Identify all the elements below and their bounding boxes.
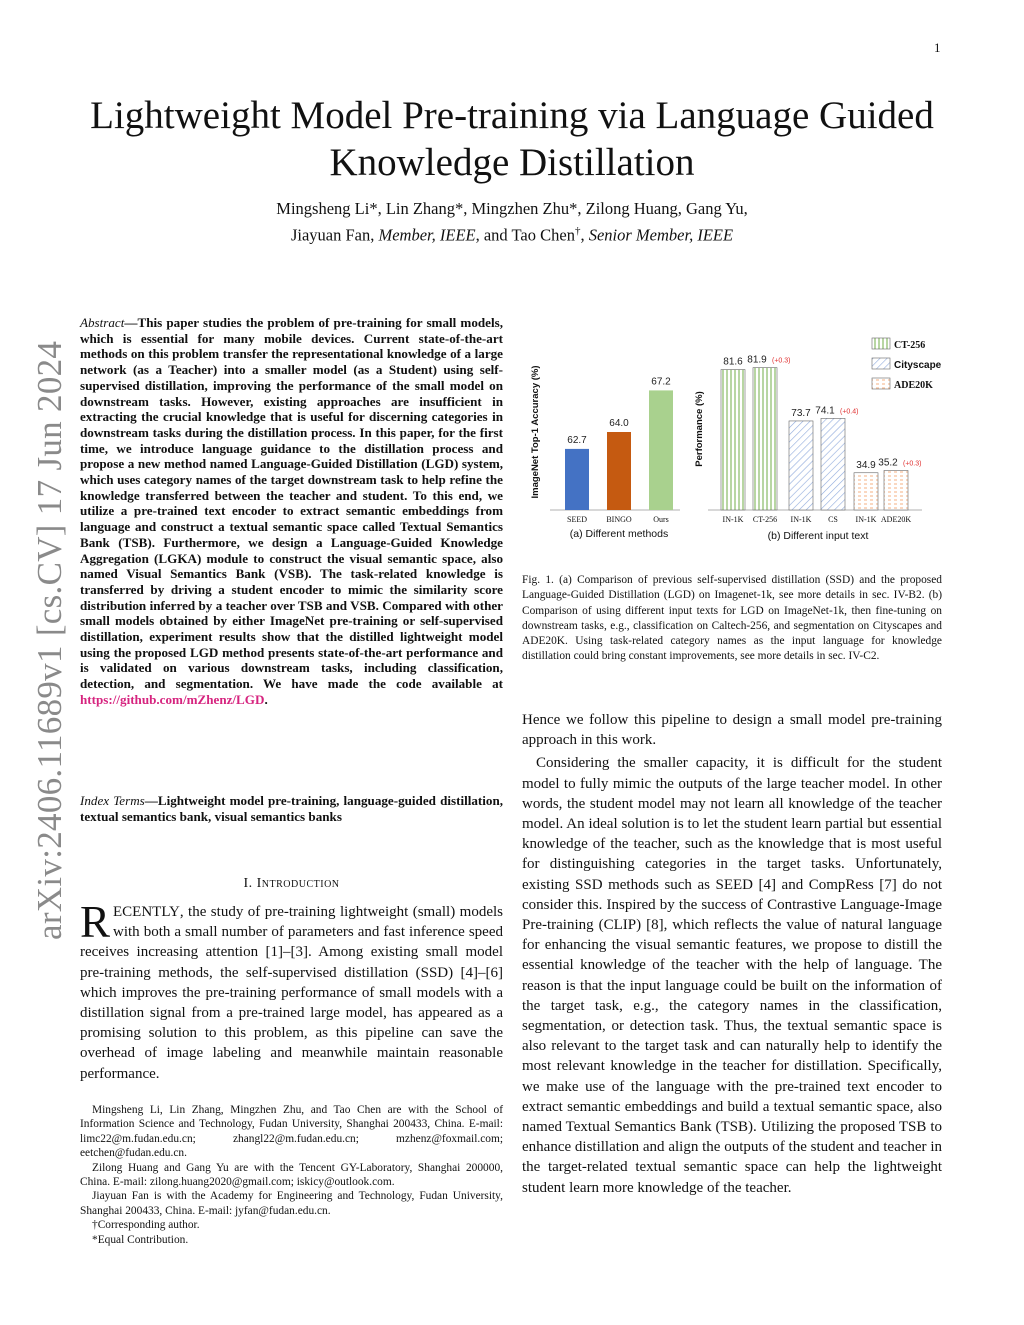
index-terms-text: —Lightweight model pre-training, language-guided distillation, textual semantics bank, visual semantics banks	[80, 793, 504, 824]
footnote: Mingsheng Li, Lin Zhang, Mingzhen Zhu, and Tao Chen are with the School of Information Science and Technology, Fudan University, Shanghai 200433, China. E-mail: limc22@m.fudan.edu.cn; zhangl22@m.fudan.edu.cn; mzhenz@foxmail.com; eetchen@fudan.edu.cn.	[80, 1104, 503, 1160]
legend-swatch	[872, 358, 890, 369]
bar-in-1k	[854, 473, 878, 510]
delta-label: (+0.4)	[840, 408, 859, 416]
footnotes	[80, 1103, 503, 1247]
body-text	[522, 710, 942, 1198]
author-membership: Member, IEEE	[378, 225, 476, 245]
bar-ours	[649, 390, 673, 510]
bar-value-label: 67.2	[651, 376, 671, 388]
chart-a	[530, 365, 680, 540]
x-tick-label: SEED	[567, 515, 587, 524]
footnote: †Corresponding author.	[92, 1219, 200, 1232]
x-axis-title: (b) Different input text	[767, 530, 869, 542]
bar-value-label: 64.0	[609, 418, 629, 429]
x-axis-title: (a) Different methods	[569, 528, 669, 540]
bar-value-label: 73.7	[791, 407, 811, 419]
x-tick-label: IN-1K	[722, 515, 744, 524]
paper-title: Lightweight Model Pre-training via Language Guided Knowledge Distillation	[90, 94, 934, 184]
bar-value-label: 81.6	[723, 356, 743, 368]
x-tick-label: BINGO	[606, 515, 632, 524]
x-tick-label: ADE20K	[880, 515, 912, 524]
x-tick-label: CS	[828, 515, 838, 524]
arxiv-watermark: arXiv:2406.11689v1 [cs.CV] 17 Jun 2024	[30, 340, 69, 940]
footnote: Zilong Huang and Gang Yu are with the Tencent GY-Laboratory, Shanghai 200000, China. E-mail: zilong.huang2020@gmail.com; iskicy@outlook.com.	[80, 1161, 503, 1189]
page-number: 1	[934, 40, 941, 55]
author-text: , and Tao Chen	[475, 225, 575, 245]
index-terms	[80, 793, 503, 824]
y-axis-title: Performance (%)	[694, 391, 705, 467]
abstract-text: —This paper studies the problem of pre-training for small models, which is essential for many mobile devices. Current state-of-the-art methods on this problem transfer the representational knowledge of a large network (as a Teacher) into a smaller model (as a Student) using self-supervised distillation, improving the performance of the small model on downstream tasks. However, existing approaches are insufficient in extracting the crucial knowledge that is useful for discerning categories in downstream tasks during the distillation process. In this paper, for the first time, we introduce language guidance to the distillation process and propose a new method named Language-Guided Distillation (LGD) system, which uses category names of the target downstream task to help refine the knowledge transferred between the teacher and student. To this end, we utilize a pre-trained text encoder to extract semantic embeddings from language and construct a textual semantic space called Textual Semantics Bank (TSB). Furthermore, we design a Language-Guided Knowledge Aggregation (LGKA) module to construct the visual semantic space, also named Visual Semantics Bank (VSB). The task-related knowledge is transferred by driving a student encoder to mimic the similarity score distribution inferred by a teacher over TSB and VSB. Compared with other small models obtained by either ImageNet pre-training or self-supervised distillation, experiment results show that the distilled lightweight model using the proposed LGD method presents state-of-the-art performance and is validated on various downstream tasks, including classification, detection, and segmentation. We have made the code available at	[80, 315, 503, 692]
delta-label: (+0.3)	[903, 460, 922, 468]
section-heading: I. Introduction	[243, 876, 340, 891]
x-tick-label: CT-256	[752, 515, 778, 524]
intro-caps: ECENTLY	[113, 904, 180, 920]
x-tick-label: IN-1K	[855, 515, 877, 524]
code-link[interactable]: https://github.com/mZhenz/LGD	[80, 691, 265, 707]
legend-label: ADE20K	[894, 380, 933, 391]
figure-1	[522, 334, 962, 544]
bar-ct-256	[753, 368, 777, 510]
author-list	[60, 198, 964, 247]
bar-seed	[565, 449, 589, 510]
abstract-label: Abstract	[80, 315, 125, 330]
x-tick-label: Ours	[653, 515, 669, 524]
footnote: *Equal Contribution.	[92, 1233, 189, 1246]
bar-bingo	[607, 432, 631, 510]
x-tick-label: IN-1K	[790, 515, 812, 524]
abstract-end: .	[264, 691, 268, 707]
legend-label: Cityscape	[894, 360, 942, 371]
figure-caption: Fig. 1. (a) Comparison of previous self-supervised distillation (SSD) and the proposed Language-Guided Distillation (LGD) on Imagenet-1k, see more details in sec. IV-B2. (b) Comparison of using different input texts for LGD on ImageNet-1k, then fine-tuning on downstream tasks, e.g., classification on Caltech-256, and segmentation on Cityscapes and ADE20K. Using task-related category names as the input language for knowledge distillation could bring constant improvements, see more details in sec. IV-C2.	[522, 574, 942, 663]
body-paragraph: Considering the smaller capacity, it is difficult for the student model to fully mimic the outputs of the large teacher model. In other words, the student model may not learn all knowledge of the teacher model. An ideal solution is to let the student learn partial but essential knowledge of the teacher, such as the knowledge that is most useful for distinguishing categories in the target tasks. Unfortunately, existing SSD methods such as SEED [4] and CompRess [7] do not consider this. Inspired by the success of Contrastive Language-Image Pre-training (CLIP) [8], which reflects the value of natural language for enhancing the visual semantic features, we propose to distill the essential knowledge of the teacher with the help of language. The reason is that the input language could be built on the information of the target task, e.g., the category names in the classification, segmentation, or detection task. Thus, the textual semantic space is also relevant to the target task and can naturally help to identify the most relevant knowledge in the teacher for distillation. Specifically, we make use of the language with the pre-trained text encoder to extract semantic embeddings and build a textual semantic space, also named Textual Semantics Bank (TSB). Utilizing the proposed TSB to enhance distillation and align the outputs of the student and teacher in the target-related textual semantic space can help the lightweight student learn more knowledge of the teacher.	[522, 755, 942, 1196]
author-text: Jiayuan Fan,	[290, 225, 379, 245]
body-paragraph: Hence we follow this pipeline to design a small model pre-training approach in this work.	[522, 712, 942, 749]
author-membership: Senior Member, IEEE	[588, 225, 734, 245]
bar-value-label: 81.9	[747, 354, 767, 366]
bar-value-label: 35.2	[878, 457, 898, 469]
intro-text: , the study of pre-training lightweight (small) models with both a small number of parameters and fast inference speed receives increasing attention [1]–[3]. Among existing small model pre-training methods, the self-supervised distillation (SSD) [4]–[6] which improves the pre-training performance of small models with a distillation signal from a pre-trained large model, has appeared as a promising solution to this problem, as this pipeline can save the overhead of image labeling and meanwhile maintain reasonable performance.	[80, 904, 503, 1082]
y-axis-title: ImageNet Top-1 Accuracy (%)	[530, 365, 541, 499]
bar-in-1k	[721, 370, 745, 510]
bar-value-label: 34.9	[856, 459, 876, 471]
delta-label: (+0.3)	[772, 357, 791, 365]
chart-b	[694, 338, 942, 542]
abstract	[80, 315, 503, 708]
author-text: ,	[580, 225, 589, 245]
bar-in-1k	[789, 421, 813, 510]
bar-cs	[821, 418, 845, 510]
index-terms-label: Index Terms	[80, 793, 145, 808]
bar-value-label: 74.1	[815, 405, 835, 417]
legend-swatch	[872, 378, 890, 389]
legend-label: CT-256	[894, 340, 926, 351]
author-line-2	[60, 220, 964, 247]
bar-value-label: 62.7	[567, 434, 587, 446]
footnote: Jiayuan Fan is with the Academy for Engineering and Technology, Fudan University, Shanghai 200433, China. E-mail: jyfan@fudan.edu.cn.	[80, 1190, 503, 1217]
bar-ade20k	[884, 470, 908, 510]
dagger-mark: †	[574, 225, 581, 237]
author-line-1: Mingsheng Li*, Lin Zhang*, Mingzhen Zhu*, Zilong Huang, Gang Yu,	[276, 199, 748, 218]
introduction-paragraph	[80, 897, 503, 1084]
drop-cap: R	[80, 897, 111, 947]
legend-swatch	[872, 338, 890, 349]
